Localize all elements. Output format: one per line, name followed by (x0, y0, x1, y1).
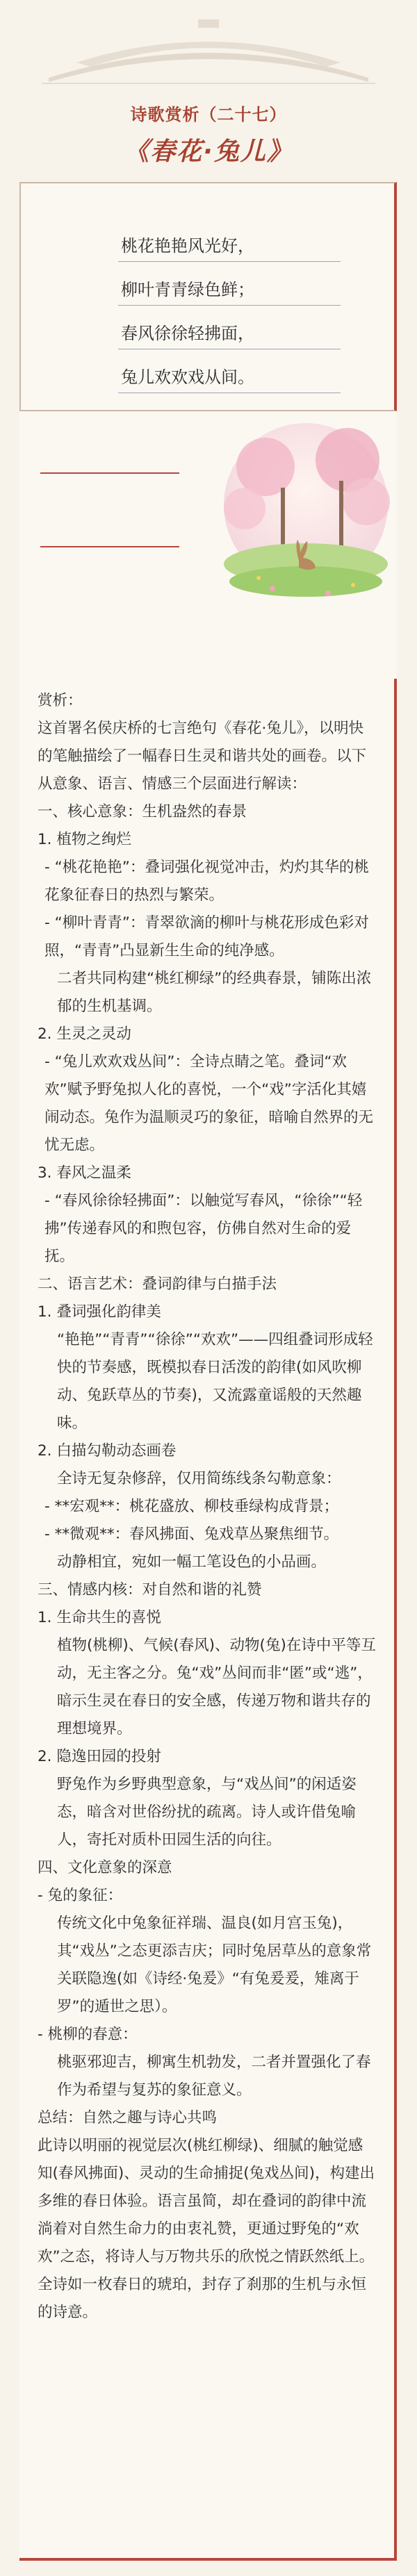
divider-line (40, 472, 179, 474)
para-1: 这首署名侯庆桥的七言绝句《春花·兔儿》，以明快的笔触描绘了一幅春日生灵和谐共处的画卷。以下从意象、语言、情感三个层面进行解读： (38, 720, 367, 793)
para-25: - 兔的象征： (38, 1887, 123, 1904)
para-22: 2. 隐逸田园的投射 (38, 1748, 161, 1765)
para-12: 1. 叠词强化韵律美 (38, 1303, 161, 1321)
header (0, 0, 417, 174)
para-8: - “兔儿欢欢戏丛间”：全诗点睛之笔。叠词“欢欢”赋予野兔拟人化的喜悦，一个“戏”字活化其嬉闹动态。兔作为温顺灵巧的象征，暗喻自然界的无忧无虑。 (44, 1053, 374, 1154)
para-23: 野兔作为乡野典型意象，与“戏丛间”的闲适姿态，暗含对世俗纷扰的疏离。诗人或许借兔喻人，寄托对质朴田园生活的向往。 (57, 1776, 357, 1849)
para-14: 2. 白描勾勒动态画卷 (38, 1442, 177, 1460)
para-28: 桃驱邪迎吉，柳寓生机勃发，二者并置强化了春作为希望与复苏的象征意义。 (57, 2054, 371, 2099)
temple-roof-icon (0, 0, 417, 97)
illustration-area (19, 411, 397, 679)
para-18: 动静相宜，宛如一幅工笔设色的小品画。 (57, 1553, 327, 1571)
poem-lines (118, 226, 341, 402)
para-21: 植物(桃柳)、气候(春风)、动物(兔)在诗中平等互动，无主客之分。兔“戏”丛间而非“匿”或“逃”，暗示生灵在春日的安全感，传递万物和谐共存的理想境界。 (57, 1637, 376, 1737)
series-title: 诗歌赏析（二十七） (130, 105, 287, 124)
para-3: 1. 植物之绚烂 (38, 831, 131, 848)
para-30: 此诗以明丽的视觉层次(桃红柳绿)、细腻的触觉感知(春风拂面)、灵动的生命捕捉(兔戏丛间)，构建出多维的春日体验。语言虽简，却在叠词的韵律中流淌着对自然生命力的由衷礼赞，更通过野兔的“欢欢”之态，将诗人与万物共乐的欣悦之情跃然纸上。全诗如一枚春日的琥珀，封存了刹那的生机与永恒的诗意。 (38, 2137, 375, 2321)
para-19: 三、情感内核：对自然和谐的礼赞 (38, 1581, 262, 1599)
para-13: “艳艳”“青青”“徐徐”“欢欢”——四组叠词形成轻快的节奏感，既模拟春日活泼的韵律(如风吹柳动、兔跃草丛的节奏)，又流露童谣般的天然趣味。 (57, 1331, 373, 1432)
para-17: - **微观**：春风拂面、兔戏草丛聚焦细节。 (44, 1526, 339, 1543)
para-6: 二者共同构建“桃红柳绿”的经典春景，铺陈出浓郁的生机基调。 (57, 970, 372, 1015)
para-10: - “春风徐徐轻拂面”：以触觉写春风，“徐徐”“轻拂”传递春风的和煦包容，仿佛自然对生命的爱抚。 (44, 1192, 363, 1265)
para-16: - **宏观**：桃花盛放、柳枝垂绿构成背景； (44, 1498, 339, 1515)
spring-rabbit-illustration (217, 411, 395, 641)
poem-line: 春风徐徐轻拂面， (118, 314, 341, 349)
divider-line (40, 546, 179, 547)
poem-frame (19, 182, 397, 411)
poem-line: 兔儿欢欢戏从间。 (118, 358, 341, 393)
para-27: - 桃柳的春意： (38, 2026, 138, 2043)
para-4: - “桃花艳艳”：叠词强化视觉冲击，灼灼其华的桃花象征春日的热烈与繁荣。 (44, 859, 369, 904)
para-5: - “柳叶青青”：青翠欲滴的柳叶与桃花形成色彩对照，“青青”凸显新生生命的纯净感。 (44, 914, 369, 959)
para-7: 2. 生灵之灵动 (38, 1025, 131, 1043)
poem-title: 《春花·兔儿》 (124, 138, 293, 166)
para-15: 全诗无复杂修辞，仅用简练线条勾勒意象： (57, 1470, 341, 1487)
poem-line: 桃花艳艳风光好， (118, 226, 341, 262)
poem-line: 柳叶青青绿色鲜； (118, 270, 341, 306)
para-24: 四、文化意象的深意 (38, 1859, 172, 1876)
para-11: 二、语言艺术：叠词韵律与白描手法 (38, 1275, 277, 1293)
appreciation-text (19, 679, 397, 2558)
para-29: 总结：自然之趣与诗心共鸣 (38, 2109, 218, 2127)
para-26: 传统文化中兔象征祥瑞、温良(如月宫玉兔)，其“戏丛”之态更添吉庆；同时兔居草丛的意象常关联隐逸(如《诗经·兔爰》“有兔爰爰，雉离于罗”的遁世之思）。 (57, 1915, 372, 2015)
para-9: 3. 春风之温柔 (38, 1164, 131, 1182)
para-20: 1. 生命共生的喜悦 (38, 1609, 161, 1626)
para-0: 赏析： (38, 692, 83, 709)
para-2: 一、核心意象：生机盎然的春景 (38, 803, 247, 820)
bottom-accent-bar (19, 2558, 397, 2561)
